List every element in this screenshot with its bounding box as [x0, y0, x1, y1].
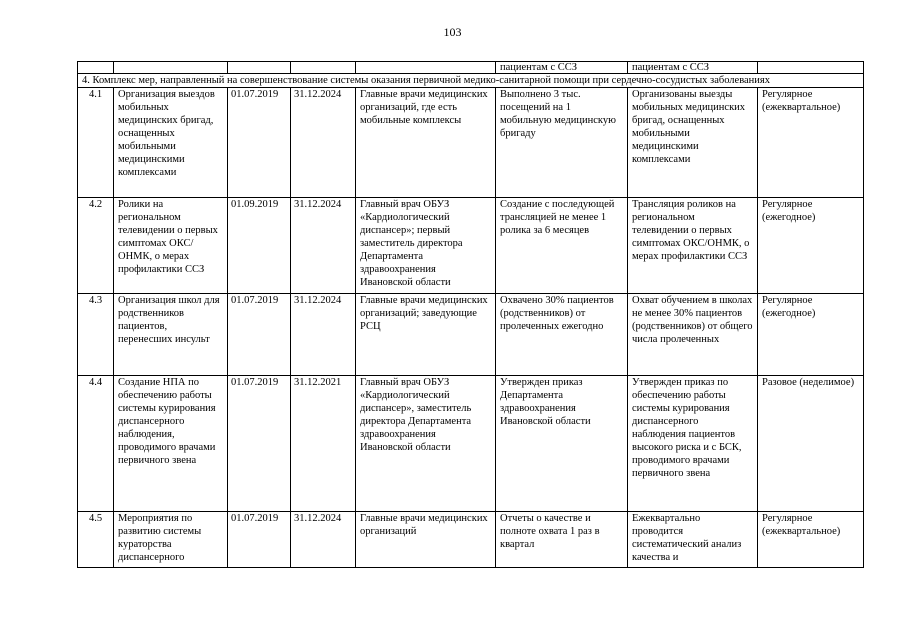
start-date-cell: 01.07.2019 [228, 376, 291, 512]
table-cell [114, 62, 228, 74]
table-row [78, 376, 864, 512]
result-cell: Охвачено 30% пациентов (родственников) от пролеченных ежегодно [496, 294, 628, 376]
activity-cell: Организация выездов мобильных медицинских бригад, оснащенных мобильными медицинскими комплексами [114, 88, 228, 198]
result-cell: Выполнено 3 тыс. посещений на 1 мобильную медицинскую бригаду [496, 88, 628, 198]
row-number: 4.2 [78, 198, 114, 294]
responsible-cell: Главные врачи медицинских организаций; заведующие РСЦ [356, 294, 496, 376]
indicator-cell: Ежеквартально проводится систематический анализ качества и [628, 512, 758, 568]
activity-plan-table [77, 61, 864, 568]
frequency-cell: Регулярное (ежегодное) [758, 294, 864, 376]
table-row [78, 88, 864, 198]
indicator-cell: Организованы выезды мобильных медицинских бригад, оснащенных мобильными медицинскими комплексами [628, 88, 758, 198]
frequency-cell: Регулярное (ежеквартальное) [758, 512, 864, 568]
continuation-row [78, 62, 864, 74]
row-number: 4.4 [78, 376, 114, 512]
table-row [78, 294, 864, 376]
start-date-cell: 01.07.2019 [228, 88, 291, 198]
end-date-cell: 31.12.2021 [291, 376, 356, 512]
result-cell: Отчеты о качестве и полноте охвата 1 раз в квартал [496, 512, 628, 568]
table-row [78, 198, 864, 294]
result-cell: Утвержден приказ Департамента здравоохранения Ивановской области [496, 376, 628, 512]
indicator-cell: Трансляция роликов на региональном телевидении о первых симптомах ОКС/ОНМК, о мерах профилактики ССЗ [628, 198, 758, 294]
activity-cell: Мероприятия по развитию системы кураторства диспансерного [114, 512, 228, 568]
end-date-cell: 31.12.2024 [291, 88, 356, 198]
end-date-cell: 31.12.2024 [291, 512, 356, 568]
activity-cell: Создание НПА по обеспечению работы системы курирования диспансерного наблюдения, проводимого врачами первичного звена [114, 376, 228, 512]
row-number: 4.1 [78, 88, 114, 198]
indicator-cell: пациентам с ССЗ [628, 62, 758, 74]
table-cell [356, 62, 496, 74]
responsible-cell: Главные врачи медицинских организаций, где есть мобильные комплексы [356, 88, 496, 198]
page-number: 103 [443, 25, 462, 39]
row-number: 4.5 [78, 512, 114, 568]
frequency-cell: Разовое (неделимое) [758, 376, 864, 512]
result-cell: Создание с последующей трансляцией не менее 1 ролика за 6 месяцев [496, 198, 628, 294]
indicator-cell: Охват обучением в школах не менее 30% пациентов (родственников) от общего числа пролеченных [628, 294, 758, 376]
table-cell [228, 62, 291, 74]
responsible-cell: Главные врачи медицинских организаций [356, 512, 496, 568]
section-header-row [78, 74, 864, 88]
row-number: 4.3 [78, 294, 114, 376]
table-cell [758, 62, 864, 74]
activity-cell: Организация школ для родственников пациентов, перенесших инсульт [114, 294, 228, 376]
frequency-cell: Регулярное (ежеквартальное) [758, 88, 864, 198]
start-date-cell: 01.07.2019 [228, 294, 291, 376]
responsible-cell: Главный врач ОБУЗ «Кардиологический диспансер», заместитель директора Департамента здравоохранения Ивановской области [356, 376, 496, 512]
end-date-cell: 31.12.2024 [291, 198, 356, 294]
indicator-cell: Утвержден приказ по обеспечению работы системы курирования диспансерного наблюдения пациентов высокого риска и с БСК, проводимого врачами первичного звена [628, 376, 758, 512]
frequency-cell: Регулярное (ежегодное) [758, 198, 864, 294]
start-date-cell: 01.07.2019 [228, 512, 291, 568]
result-cell: пациентам с ССЗ [496, 62, 628, 74]
table-row [78, 512, 864, 568]
activity-cell: Ролики на региональном телевидении о первых симптомах ОКС/ОНМК, о мерах профилактики ССЗ [114, 198, 228, 294]
section-title: 4. Комплекс мер, направленный на совершенствование системы оказания первичной медико-санитарной помощи при сердечно-сосудистых заболеваниях [78, 74, 864, 88]
table-cell [78, 62, 114, 74]
table-cell [291, 62, 356, 74]
start-date-cell: 01.09.2019 [228, 198, 291, 294]
end-date-cell: 31.12.2024 [291, 294, 356, 376]
responsible-cell: Главный врач ОБУЗ «Кардиологический диспансер»; первый заместитель директора Департамента здравоохранения Ивановской области [356, 198, 496, 294]
